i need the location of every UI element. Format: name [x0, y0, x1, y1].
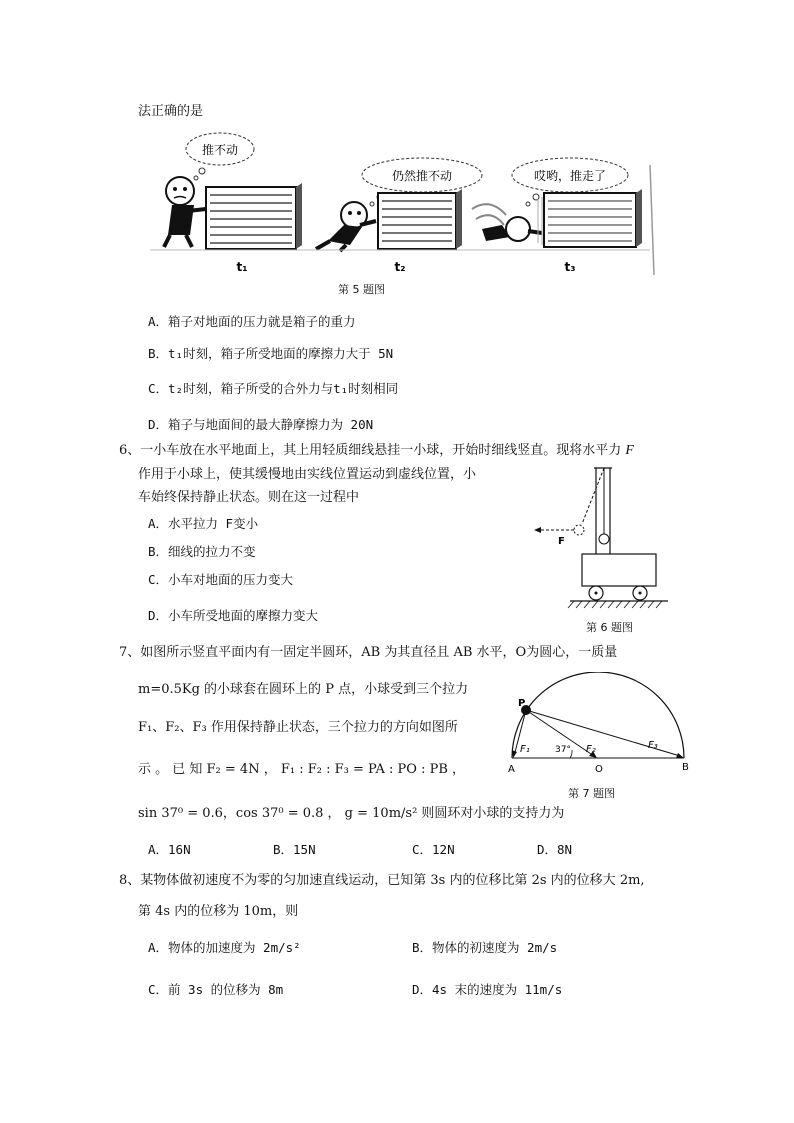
q6-force-symbol: F [625, 443, 634, 458]
q7-figure [500, 672, 700, 782]
q8-stem-line-1: 8、某物体做初速度不为零的匀加速直线运动，已知第 3s 内的位移比第 2s 内的位移大 2m, [119, 873, 645, 888]
q5-scene-1 [150, 177, 310, 250]
q8-option-d: D．4s 末的速度为 11m/s [412, 982, 563, 997]
q6-figure-force-label: F [558, 536, 565, 547]
q6-stem-text-1: 6、一小车放在水平地面上，其上用轻质细线悬挂一小球，开始时细线竖直。现将水平力 [119, 443, 622, 458]
q8-option-b: B．物体的初速度为 2m/s [412, 940, 558, 955]
q5-option-b: B．t₁时刻，箱子所受地面的摩擦力大于 5N [148, 346, 394, 361]
q5-bubble-1 [186, 133, 254, 180]
q7-stem-line-2: m=0.5Kg 的小球套在圆环上的 P 点，小球受到三个拉力 [138, 682, 469, 697]
q7-option-c: C．12N [412, 842, 455, 857]
q8-option-a: A．物体的加速度为 2m/s² [148, 940, 301, 955]
intro-tail: 法正确的是 [138, 104, 204, 119]
q7-option-a: A．16N [148, 842, 191, 857]
q5-option-a: A．箱子对地面的压力就是箱子的重力 [148, 314, 356, 329]
q7-option-d: D．8N [537, 842, 573, 857]
q8-option-c: C．前 3s 的位移为 8m [148, 982, 284, 997]
q5-bubble-3-text: 哎哟，推走了 [533, 169, 607, 183]
q5-figure [150, 125, 670, 295]
q6-stem-line-3: 车始终保持静止状态。则在这一过程中 [138, 490, 360, 505]
q7-stem-line-1: 7、如图所示竖直平面内有一固定半圆环，AB 为其直径且 AB 水平，O为圆心，一质量 [119, 645, 618, 660]
q5-time-label-1: t₁ [236, 260, 248, 274]
q7-label-b: B [682, 762, 689, 773]
q6-option-d: D．小车所受地面的摩擦力变大 [148, 608, 319, 623]
q5-bubble-2-text: 仍然推不动 [391, 169, 453, 183]
q7-option-b: B．15N [273, 842, 316, 857]
q5-bubble-1-text: 推不动 [201, 143, 239, 157]
q7-label-p: P [518, 698, 526, 709]
q7-stem-line-3: F₁、F₂、F₃ 作用保持静止状态，三个拉力的方向如图所 [138, 720, 458, 735]
q5-time-label-3: t₃ [564, 260, 576, 274]
q7-stem-line-5: sin 37⁰ = 0.6，cos 37⁰ = 0.8 ， g = 10m/s² 则圆环对小球的支持力为 [138, 806, 565, 821]
q8-stem-line-2: 第 4s 内的位移为 10m，则 [138, 904, 299, 919]
q5-time-label-2: t₂ [394, 260, 406, 274]
q5-caption: 第 5 题图 [338, 283, 385, 296]
q7-label-f1: F₁ [520, 744, 530, 755]
q5-option-d: D．箱子与地面间的最大静摩擦力为 20N [148, 417, 374, 432]
q7-stem-line-4: 示 。 已 知 F₂ = 4N ， F₁ : F₂ : F₃ = PA : PO : PB ， [138, 762, 466, 777]
q6-option-a: A．水平拉力 F变小 [148, 516, 259, 531]
q7-label-f2: F₂ [586, 744, 596, 755]
q6-caption: 第 6 题图 [586, 621, 633, 634]
q6-option-b: B．细线的拉力不变 [148, 544, 256, 559]
q7-caption: 第 7 题图 [568, 787, 615, 800]
q7-label-o: O [595, 764, 603, 775]
q6-figure [528, 462, 678, 612]
q5-option-c: C．t₂时刻，箱子所受的合外力与t₁时刻相同 [148, 381, 399, 396]
q7-label-a: A [508, 764, 515, 775]
q6-stem-line-2: 作用于小球上，使其缓慢地由实线位置运动到虚线位置，小 [138, 467, 477, 482]
q7-label-angle: 37° [555, 745, 571, 755]
q6-stem-line-1 [119, 443, 634, 459]
q5-scene-2 [310, 189, 470, 251]
q6-option-c: C．小车对地面的压力变大 [148, 572, 294, 587]
q7-label-f3: F₃ [648, 740, 658, 751]
